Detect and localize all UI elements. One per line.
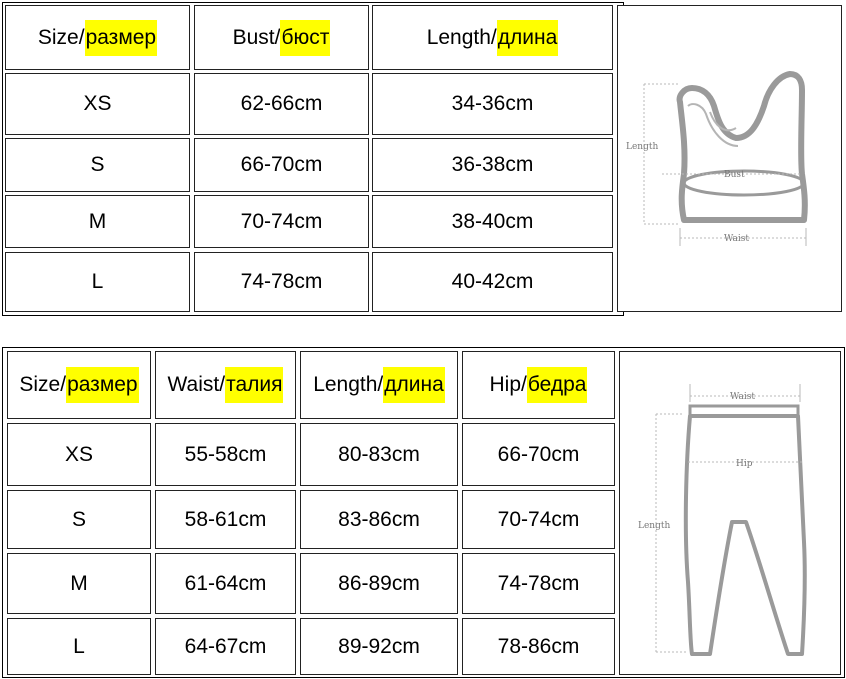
top-row-l-size: L	[5, 252, 190, 312]
header-ru: размер	[66, 367, 139, 403]
header-ru: талия	[225, 367, 283, 403]
header-en: Bust/	[232, 25, 281, 49]
bottom-row-l-waist: 64-67cm	[155, 618, 296, 675]
length-label: Length	[638, 521, 671, 531]
top-header-length	[372, 5, 613, 70]
bottom-header-hip	[462, 351, 615, 419]
top-row-s-length: 36-38cm	[372, 138, 613, 192]
bottom-row-l-size: L	[7, 618, 151, 675]
bottom-row-s-length: 83-86cm	[300, 490, 458, 549]
header-en: Length/	[426, 25, 497, 49]
top-row-xs-size: XS	[5, 73, 190, 135]
bottom-row-xs-waist: 55-58cm	[155, 423, 296, 486]
top-row-l-length: 40-42cm	[372, 252, 613, 312]
hip-label: Hip	[736, 459, 753, 469]
header-ru: размер	[85, 20, 158, 56]
bottom-row-m-waist: 61-64cm	[155, 553, 296, 614]
top-row-xs-length: 34-36cm	[372, 73, 613, 135]
header-en: Size/	[37, 25, 85, 49]
bottom-header-waist	[155, 351, 296, 419]
top-row-xs-bust: 62-66cm	[194, 73, 369, 135]
bottom-row-m-hip: 74-78cm	[462, 553, 615, 614]
header-ru: длина	[383, 367, 445, 403]
header-en: Size/	[19, 373, 67, 396]
bust-label: Bust	[724, 170, 745, 180]
leggings-diagram	[619, 351, 841, 675]
header-ru: бедра	[527, 367, 588, 403]
bottom-header-size	[7, 351, 151, 419]
bottom-row-s-hip: 70-74cm	[462, 490, 615, 549]
bottom-row-s-size: S	[7, 490, 151, 549]
bottom-header-length	[300, 351, 458, 419]
top-row-s-size: S	[5, 138, 190, 192]
header-en: Length/	[313, 373, 384, 396]
header-en: Waist/	[167, 373, 226, 396]
bottom-row-xs-size: XS	[7, 423, 151, 486]
bottom-row-l-hip: 78-86cm	[462, 618, 615, 675]
sports-bra-diagram	[617, 5, 842, 312]
bottom-row-xs-length: 80-83cm	[300, 423, 458, 486]
bottom-row-s-waist: 58-61cm	[155, 490, 296, 549]
top-row-m-bust: 70-74cm	[194, 195, 369, 248]
sports-bra-icon	[618, 6, 843, 313]
top-row-l-bust: 74-78cm	[194, 252, 369, 312]
top-header-size	[5, 5, 190, 70]
bottom-row-xs-hip: 66-70cm	[462, 423, 615, 486]
top-row-s-bust: 66-70cm	[194, 138, 369, 192]
top-row-m-length: 38-40cm	[372, 195, 613, 248]
waist-label: Waist	[724, 234, 749, 244]
leggings-icon	[620, 352, 842, 676]
header-en: Hip/	[489, 373, 527, 396]
top-row-m-size: M	[5, 195, 190, 248]
bottom-row-l-length: 89-92cm	[300, 618, 458, 675]
bottom-row-m-size: M	[7, 553, 151, 614]
length-label: Length	[626, 142, 659, 152]
bottom-row-m-length: 86-89cm	[300, 553, 458, 614]
waist-label: Waist	[730, 392, 755, 402]
header-ru: бюст	[280, 20, 330, 56]
top-header-bust	[194, 5, 369, 70]
header-ru: длина	[497, 20, 559, 56]
